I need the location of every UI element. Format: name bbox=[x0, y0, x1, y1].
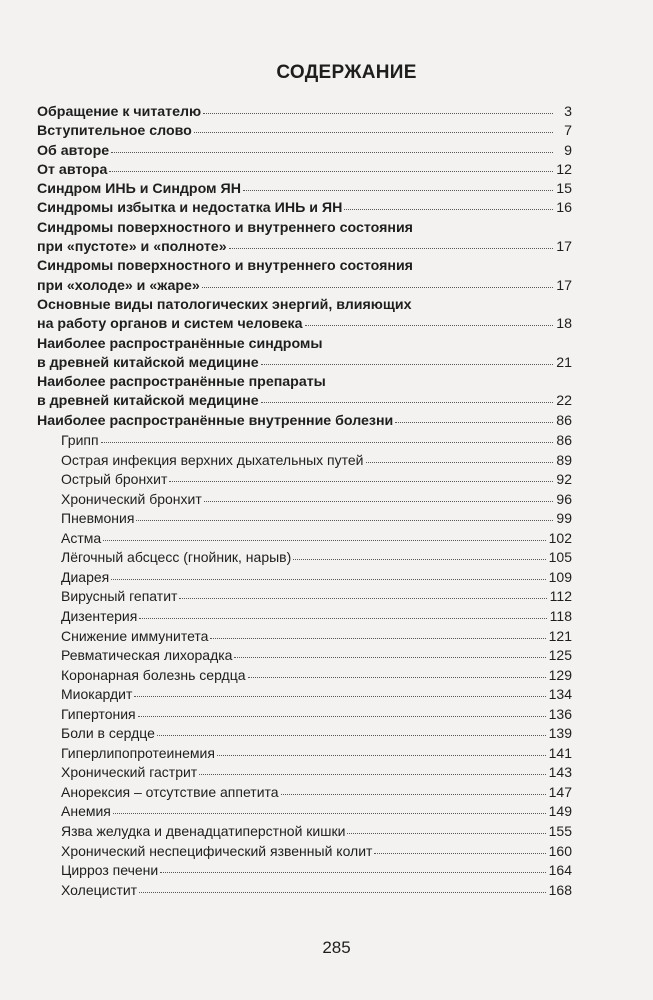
toc-subentry-title: Язва желудка и двенадцатиперстной кишки bbox=[61, 822, 346, 839]
toc-subentry-title: Гиперлипопротеинемия bbox=[61, 744, 215, 761]
toc-subentry[interactable] bbox=[37, 861, 572, 881]
page-title: СОДЕРЖАНИЕ bbox=[276, 62, 417, 83]
toc-entry[interactable] bbox=[37, 335, 572, 374]
toc-entry[interactable] bbox=[37, 199, 572, 218]
toc-entry-page: 17 bbox=[556, 239, 572, 256]
toc-entry[interactable] bbox=[37, 161, 572, 180]
toc-entry-page: 12 bbox=[556, 161, 572, 178]
toc-entry[interactable] bbox=[37, 219, 572, 258]
toc-subentry[interactable] bbox=[37, 509, 572, 529]
toc-subentry-title: Грипп bbox=[61, 432, 99, 449]
toc-subentry[interactable] bbox=[37, 842, 572, 862]
toc-entry-title-line: Обращение к читателю bbox=[37, 104, 202, 120]
toc-entry-title-line: Синдромы избытка и недостатка ИНЬ и ЯН bbox=[37, 200, 343, 217]
dot-leader bbox=[111, 579, 545, 580]
dot-leader bbox=[217, 755, 546, 756]
toc-entry-page: 9 bbox=[564, 142, 572, 159]
sub-entries-list bbox=[37, 431, 572, 900]
dot-leader bbox=[395, 422, 553, 423]
toc-subentry-title: Анорексия – отсутствие аппетита bbox=[61, 783, 279, 800]
dot-leader bbox=[109, 171, 553, 172]
toc-entry[interactable] bbox=[37, 257, 572, 296]
toc-subentry[interactable] bbox=[37, 881, 572, 901]
toc-subentry[interactable] bbox=[37, 822, 572, 842]
toc-subentry-title: Дизентерия bbox=[61, 607, 138, 624]
dot-leader bbox=[347, 833, 545, 834]
toc-entry[interactable] bbox=[37, 142, 572, 161]
dot-leader bbox=[229, 248, 553, 249]
toc-subentry-title: Хронический гастрит bbox=[61, 764, 198, 781]
toc-entry[interactable] bbox=[37, 103, 572, 122]
toc-subentry[interactable] bbox=[37, 431, 572, 451]
toc-entry-title-line: Вступительное слово bbox=[37, 123, 192, 140]
toc-subentry[interactable] bbox=[37, 783, 572, 803]
toc-entry-title-line: при «пустоте» и «полноте» bbox=[37, 239, 227, 256]
toc-subentry[interactable] bbox=[37, 724, 572, 744]
toc-entry-page: 22 bbox=[556, 393, 572, 410]
toc-entry[interactable] bbox=[37, 412, 572, 431]
toc-entry-title-line: Синдром ИНЬ и Синдром ЯН bbox=[37, 181, 241, 198]
toc-subentry[interactable] bbox=[37, 490, 572, 510]
toc-subentry-title: Коронарная болезнь сердца bbox=[61, 666, 246, 683]
dot-leader bbox=[199, 774, 545, 775]
toc-subentry-page: 125 bbox=[548, 647, 572, 664]
toc-subentry[interactable] bbox=[37, 666, 572, 686]
dot-leader bbox=[179, 598, 546, 599]
dot-leader bbox=[261, 402, 553, 403]
toc-subentry-title: Гипертония bbox=[61, 705, 136, 722]
toc-entry[interactable] bbox=[37, 373, 572, 412]
dot-leader bbox=[134, 696, 545, 697]
dot-leader bbox=[139, 618, 546, 619]
toc-subentry[interactable] bbox=[37, 705, 572, 725]
toc-entry-title-line: на работу органов и систем человека bbox=[37, 316, 303, 333]
toc-subentry-page: 143 bbox=[548, 764, 572, 781]
toc-entry-page: 21 bbox=[556, 354, 572, 371]
toc-subentry-page: 99 bbox=[556, 510, 572, 527]
toc-entry-title-line: в древней китайской медицине bbox=[37, 393, 259, 410]
dot-leader bbox=[234, 657, 545, 658]
toc-subentry-page: 89 bbox=[556, 451, 572, 468]
toc-entry-title-line: Наиболее распространённые синдромы bbox=[37, 335, 323, 352]
toc-subentry-page: 168 bbox=[548, 881, 572, 898]
toc-entry-page: 86 bbox=[556, 412, 572, 429]
toc-entry-title-line: Основные виды патологических энергий, влияющих bbox=[37, 296, 412, 313]
toc-subentry-title: Цирроз печени bbox=[61, 862, 159, 879]
toc-subentry-page: 121 bbox=[548, 627, 572, 644]
dot-leader bbox=[194, 132, 553, 133]
toc-entry-title-line: От автора bbox=[37, 161, 108, 178]
toc-subentry[interactable] bbox=[37, 587, 572, 607]
toc-subentry-title: Диарея bbox=[61, 568, 110, 585]
toc-subentry-page: 92 bbox=[556, 471, 572, 488]
toc-subentry-title: Хронический бронхит bbox=[61, 490, 202, 507]
toc-entry-page: 17 bbox=[556, 277, 572, 294]
dot-leader bbox=[160, 872, 545, 873]
toc-entry-title-line: Наиболее распространённые препараты bbox=[37, 374, 326, 391]
toc-entry-title-line: Об авторе bbox=[37, 142, 110, 159]
dot-leader bbox=[366, 462, 554, 463]
toc-subentry[interactable] bbox=[37, 607, 572, 627]
dot-leader bbox=[138, 716, 546, 717]
dot-leader bbox=[103, 540, 545, 541]
toc-entry-page: 3 bbox=[564, 104, 572, 120]
toc-subentry-page: 112 bbox=[549, 588, 572, 605]
toc-subentry[interactable] bbox=[37, 763, 572, 783]
dot-leader bbox=[101, 442, 553, 443]
dot-leader bbox=[113, 813, 546, 814]
dot-leader bbox=[281, 794, 546, 795]
dot-leader bbox=[204, 501, 553, 502]
dot-leader bbox=[293, 559, 545, 560]
toc-subentry-title: Ревматическая лихорадка bbox=[61, 647, 233, 664]
toc-subentry-page: 134 bbox=[548, 686, 572, 703]
page-number: 285 bbox=[322, 938, 351, 957]
toc-subentry-title: Острый бронхит bbox=[61, 471, 168, 488]
toc-subentry[interactable] bbox=[37, 627, 572, 647]
dot-leader bbox=[136, 520, 553, 521]
toc-subentry-page: 102 bbox=[548, 529, 572, 546]
toc-subentry-title: Боли в сердце bbox=[61, 725, 155, 742]
toc-entry-page: 15 bbox=[556, 181, 572, 198]
toc-subentry-page: 96 bbox=[556, 490, 572, 507]
toc-subentry[interactable] bbox=[37, 802, 572, 822]
toc-subentry-page: 105 bbox=[548, 549, 572, 566]
table-of-contents bbox=[37, 103, 572, 900]
toc-entry-title-line: при «холоде» и «жаре» bbox=[37, 277, 200, 294]
toc-entry-title-line: в древней китайской медицине bbox=[37, 354, 259, 371]
toc-subentry[interactable] bbox=[37, 451, 572, 471]
toc-subentry-page: 139 bbox=[548, 725, 572, 742]
toc-subentry-page: 136 bbox=[548, 705, 572, 722]
toc-subentry-title: Пневмония bbox=[61, 510, 135, 527]
toc-subentry-title: Вирусный гепатит bbox=[61, 588, 178, 605]
toc-subentry-title: Лёгочный абсцесс (гнойник, нарыв) bbox=[61, 549, 292, 566]
toc-subentry-page: 164 bbox=[548, 862, 572, 879]
toc-subentry-page: 141 bbox=[548, 744, 572, 761]
toc-subentry-title: Миокардит bbox=[61, 686, 133, 703]
dot-leader bbox=[210, 638, 545, 639]
toc-entry[interactable] bbox=[37, 122, 572, 141]
main-entries-list bbox=[37, 103, 572, 431]
toc-subentry-title: Холецистит bbox=[61, 881, 138, 898]
dot-leader bbox=[157, 735, 546, 736]
toc-subentry[interactable] bbox=[37, 548, 572, 568]
toc-entry[interactable] bbox=[37, 296, 572, 335]
toc-entry-page: 7 bbox=[564, 123, 572, 140]
dot-leader bbox=[202, 287, 553, 288]
toc-subentry-page: 155 bbox=[548, 822, 572, 839]
dot-leader bbox=[243, 190, 553, 191]
toc-subentry[interactable] bbox=[37, 568, 572, 588]
dot-leader bbox=[169, 481, 553, 482]
toc-entry-page: 16 bbox=[556, 200, 572, 217]
toc-subentry-title: Хронический неспецифический язвенный колит bbox=[61, 842, 373, 859]
dot-leader bbox=[305, 325, 554, 326]
toc-subentry[interactable] bbox=[37, 685, 572, 705]
toc-subentry[interactable] bbox=[37, 470, 572, 490]
toc-entry-title-line: Синдромы поверхностного и внутреннего состояния bbox=[37, 219, 413, 236]
dot-leader bbox=[344, 209, 553, 210]
toc-entry[interactable] bbox=[37, 180, 572, 199]
toc-subentry-page: 118 bbox=[549, 607, 572, 624]
dot-leader bbox=[248, 677, 546, 678]
toc-subentry-page: 149 bbox=[548, 803, 572, 820]
toc-subentry[interactable] bbox=[37, 529, 572, 549]
toc-entry-page: 18 bbox=[556, 316, 572, 333]
dot-leader bbox=[374, 853, 545, 854]
toc-subentry[interactable] bbox=[37, 744, 572, 764]
toc-subentry-page: 160 bbox=[548, 842, 572, 859]
toc-subentry-page: 129 bbox=[548, 666, 572, 683]
toc-subentry-title: Снижение иммунитета bbox=[61, 627, 209, 644]
toc-subentry[interactable] bbox=[37, 646, 572, 666]
toc-entry-title-line: Наиболее распространённые внутренние болезни bbox=[37, 412, 394, 429]
toc-subentry-title: Астма bbox=[61, 529, 102, 546]
toc-subentry-page: 147 bbox=[548, 783, 572, 800]
dot-leader bbox=[261, 364, 553, 365]
dot-leader bbox=[203, 113, 553, 114]
dot-leader bbox=[139, 892, 546, 893]
toc-subentry-title: Анемия bbox=[61, 803, 111, 820]
toc-entry-title-line: Синдромы поверхностного и внутреннего состояния bbox=[37, 258, 413, 275]
toc-subentry-page: 86 bbox=[556, 432, 572, 449]
toc-subentry-page: 109 bbox=[548, 568, 572, 585]
toc-subentry-title: Острая инфекция верхних дыхательных путей bbox=[61, 451, 364, 468]
dot-leader bbox=[111, 152, 553, 153]
